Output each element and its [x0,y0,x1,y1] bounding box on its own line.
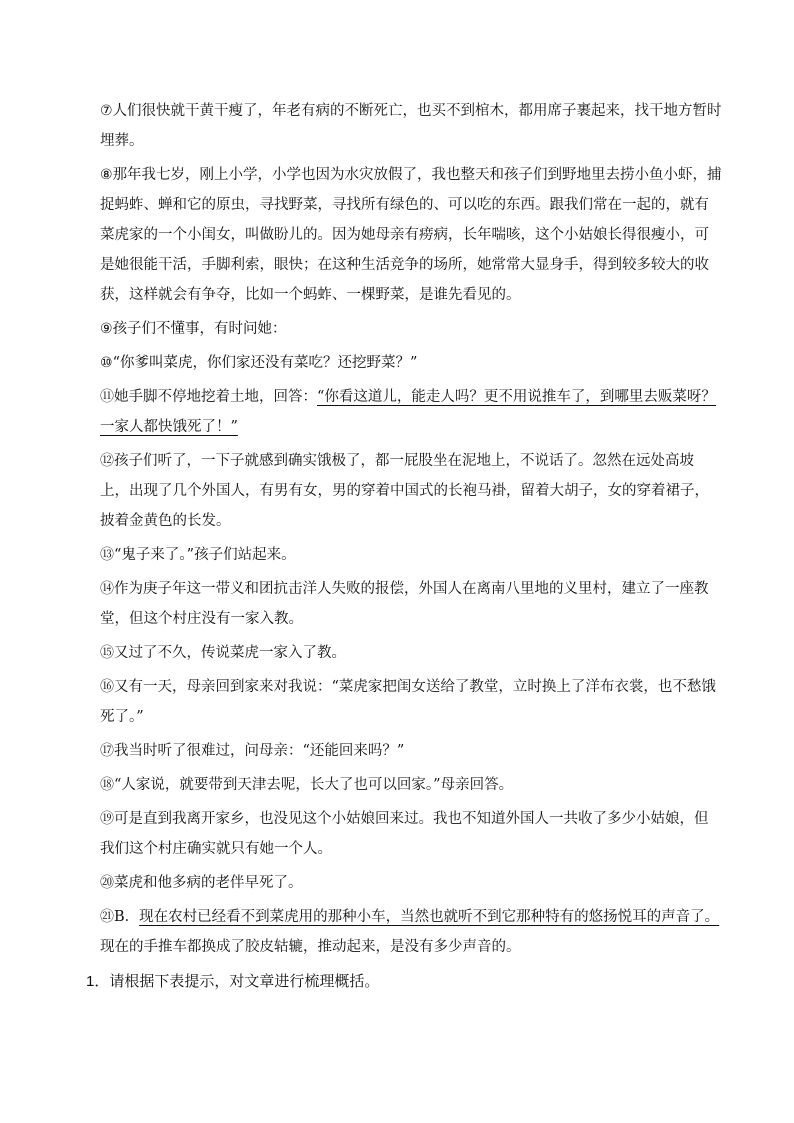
paragraph-number: ⑫ [100,453,114,469]
paragraph-10 [100,348,722,378]
paragraph-number: ⑩ [100,355,113,371]
paragraph-13 [100,540,722,570]
paragraph-text: 作为庚子年这一带义和团抗击洋人失败的报偿，外国人在离南八里地的义里村，建立了一座教堂，但这个村庄没有一家入教。 [100,581,709,627]
paragraph-number: ⑯ [100,679,114,695]
paragraph-text: 又过了不久，传说菜虎一家入了教。 [114,645,346,661]
question-1: 1．请根据下表提示，对文章进行梳理概括。 [86,973,380,990]
paragraph-number: ⑪ [100,389,114,405]
paragraph-number: ⑲ [100,811,114,827]
paragraph-text: 孩子们听了，一下子就感到确实饿极了，都一屁股坐在泥地上，不说话了。忽然在远处高坡上，出现了几个外国人，有男有女，男的穿着中国式的长袍马褂，留着大胡子，女的穿着裙子，披着金黄色的长发。 [100,453,709,529]
paragraph-19 [100,804,722,864]
paragraph-text: 现在的手推车都换成了胶皮轱辘，推动起来，是没有多少声音的。 [100,939,521,955]
paragraph-number: ⑧ [100,167,113,183]
paragraph-number: ㉑ [100,909,114,925]
paragraph-14 [100,574,722,634]
paragraph-11 [100,382,722,442]
paragraph-number: ⑳ [100,875,114,891]
paragraph-text: “鬼子来了。”孩子们站起来。 [114,547,296,563]
underlined-quote: “你看这道儿，能走人吗？更不用说推车了，到哪里去贩菜呀？一家人都快饿死了！” [100,389,716,435]
paragraph-text: 我当时听了很难过，问母亲：“还能回来吗？” [114,743,405,759]
paragraph-text: “你爹叫菜虎，你们家还没有菜吃？还挖野菜？” [112,355,418,371]
paragraph-number: ⑰ [100,743,114,759]
paragraph-text: 人们很快就干黄干瘦了，年老有病的不断死亡，也买不到棺木，都用席子裹起来，找干地方暂时埋葬。 [100,103,722,149]
paragraph-18 [100,770,722,800]
paragraph-text: 孩子们不懂事，有时问她： [112,321,287,337]
paragraph-number: ⑮ [100,645,114,661]
paragraph-17 [100,736,722,766]
paragraph-text: 菜虎和他多病的老伴早死了。 [114,875,303,891]
paragraph-text: 又有一天，母亲回到家来对我说：“菜虎家把闺女送给了教堂，立时换上了洋布衣裳，也不愁饿死了。” [100,679,716,725]
paragraph-number: ⑦ [100,103,113,119]
paragraph-9 [100,314,722,344]
paragraph-20 [100,868,722,898]
paragraph-number: ⑨ [100,321,113,337]
paragraph-12 [100,446,722,536]
paragraph-number: ⑱ [100,777,114,793]
paragraph-16 [100,672,722,732]
document-body [86,96,722,996]
paragraph-15 [100,638,722,668]
paragraph-text: 可是直到我离开家乡，也没见这个小姑娘回来过。我也不知道外国人一共收了多少小姑娘，但我们这个村庄确实就只有她一个人。 [100,811,709,857]
paragraph-7 [100,96,722,156]
paragraph-number: ⑭ [100,581,114,597]
paragraph-text: 她手脚不停地挖着土地，回答： [114,389,317,405]
paragraph-text: 那年我七岁，刚上小学，小学也因为水灾放假了，我也整天和孩子们到野地里去捞小鱼小虾，捕捉蚂蚱、蝉和它的原虫，寻找野菜，寻找所有绿色的、可以吃的东西。跟我们常在一起的，就有菜虎家的一个小闺女，叫做盼儿的。因为她母亲有痨病，长年喘咳，这个小姑娘长得很瘦小，可是她很能干活，手脚利索，眼快；在这种生活竞争的场所，她常常大显身手，得到较多较大的收获，这样就会有争夺，比如一个蚂蚱、一棵野菜，是谁先看见的。 [100,167,722,303]
paragraph-8 [100,160,722,310]
paragraph-21 [100,902,722,962]
paragraph-number: ⑬ [100,547,114,563]
underlined-sentence: 现在农村已经看不到菜虎用的那种小车，当然也就听不到它那种特有的悠扬悦耳的声音了。 [139,909,720,925]
paragraph-text: “人家说，就要带到天津去呢，长大了也可以回家。”母亲回答。 [114,777,514,793]
paragraph-label: B． [114,909,140,925]
